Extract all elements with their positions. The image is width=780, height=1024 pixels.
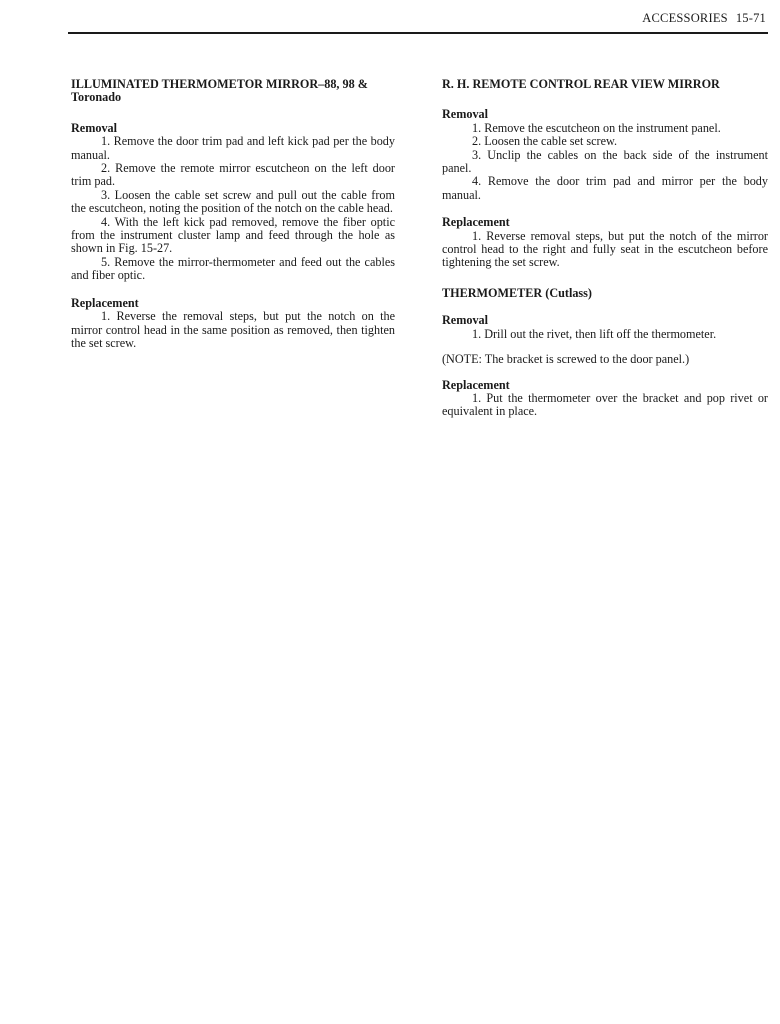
thermometer-note: (NOTE: The bracket is screwed to the door panel.) — [442, 352, 690, 367]
removal-step-2: 2. Remove the remote mirror escutcheon on the left door trim pad. — [71, 161, 395, 189]
thermometer-replacement-step-1: 1. Put the thermometer over the bracket and pop rivet or equivalent in place. — [442, 390, 768, 419]
section-title-thermometer: THERMOMETER (Cutlass) — [442, 285, 592, 300]
section-title-line-1: ILLUMINATED THERMOMETOR MIRROR–88, 98 & — [71, 77, 368, 91]
removal-heading: Removal — [71, 120, 118, 135]
thermometer-removal-heading: Removal — [442, 313, 489, 328]
removal-step-5: 5. Remove the mirror-thermometer and feed out the cables and fiber optic. — [71, 254, 395, 283]
section-title-line-2: Toronado — [71, 90, 122, 105]
removal-step-1: 1. Remove the escutcheon on the instrument panel. — [472, 120, 721, 135]
removal-step-1: 1. Remove the door trim pad and left kick pad per the body manual. — [71, 134, 395, 162]
removal-step-4: 4. With the left kick pad removed, remove the fiber optic from the instrument cluster lamp and feed through the hole as shown in Fig. 15-27. — [71, 214, 395, 256]
page-number: 15-71 — [735, 11, 766, 25]
right-column — [442, 78, 768, 419]
section-title-illuminated-mirror — [71, 78, 395, 105]
page-header — [642, 11, 766, 26]
removal-step-3: 3. Unclip the cables on the back side of the instrument panel. — [442, 147, 768, 176]
header-section-title: ACCESSORIES — [642, 11, 728, 25]
thermometer-removal-step-1: 1. Drill out the rivet, then lift off the thermometer. — [472, 326, 717, 341]
replacement-heading: Replacement — [71, 295, 139, 310]
header-rule — [68, 32, 768, 34]
replacement-heading: Replacement — [442, 215, 510, 230]
thermometer-replacement-heading: Replacement — [442, 377, 510, 392]
removal-step-2: 2. Loosen the cable set screw. — [472, 134, 618, 149]
section-title-rh-remote-mirror: R. H. REMOTE CONTROL REAR VIEW MIRROR — [442, 77, 720, 91]
replacement-step-1: 1. Reverse removal steps, but put the notch of the mirror control head to the right and fully seat in the escutcheon before tightening the set screw. — [442, 228, 768, 270]
removal-step-4: 4. Remove the door trim pad and mirror per the body manual. — [442, 174, 768, 202]
removal-heading: Removal — [442, 107, 489, 122]
left-column — [71, 78, 395, 350]
replacement-step-1: 1. Reverse the removal steps, but put the notch on the mirror control head in the same position as removed, then tighten the set screw. — [71, 309, 395, 350]
removal-step-3: 3. Loosen the cable set screw and pull out the cable from the escutcheon, noting the position of the notch on the cable head. — [71, 187, 395, 216]
